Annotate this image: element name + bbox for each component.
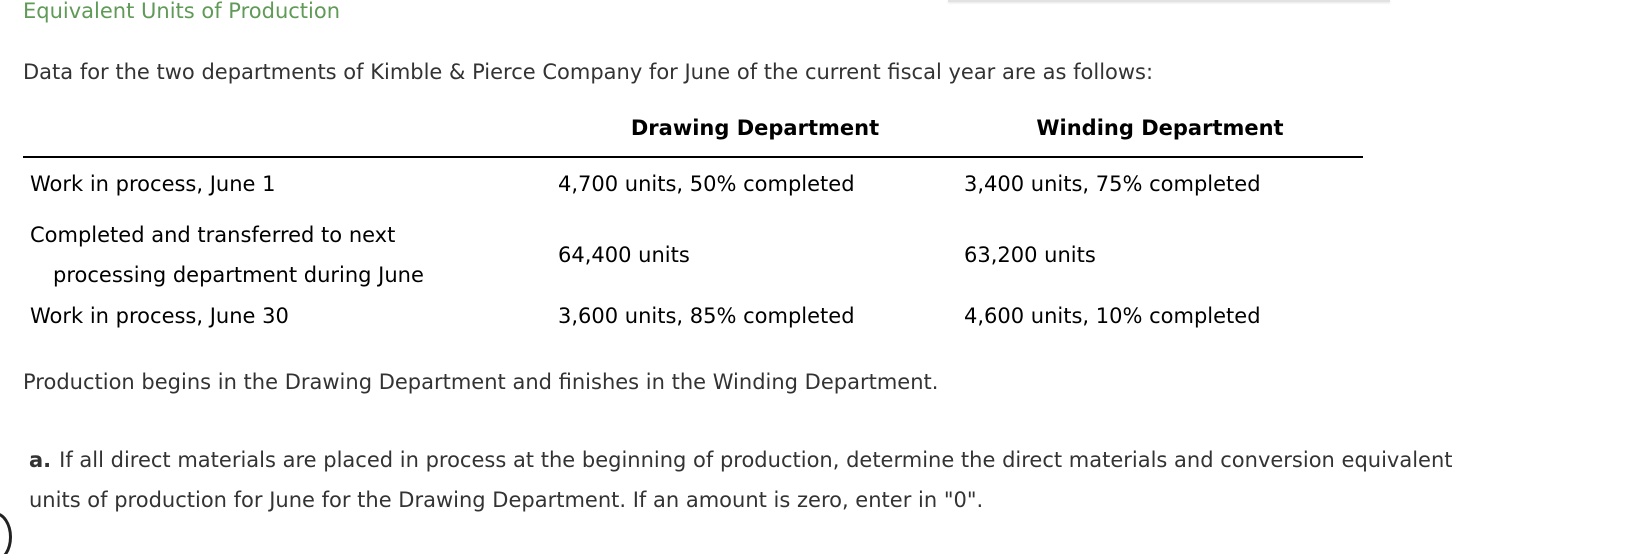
department-data-table bbox=[23, 106, 1363, 348]
header-winding-department: Winding Department bbox=[1036, 116, 1284, 140]
table-row bbox=[23, 210, 1363, 304]
question-a bbox=[29, 440, 1509, 520]
partial-circle-icon bbox=[0, 512, 12, 554]
drawing-value: 3,600 units, 85% completed bbox=[558, 304, 855, 328]
table-header bbox=[23, 106, 1363, 158]
table-row bbox=[23, 158, 1363, 210]
intro-text: Data for the two departments of Kimble & Pierce Company for June of the current fiscal year are as follows: bbox=[23, 60, 1154, 84]
row-label: Work in process, June 1 bbox=[30, 172, 276, 196]
row-label-continued: processing department during June bbox=[53, 263, 424, 287]
table-row bbox=[23, 304, 1363, 348]
row-label: Work in process, June 30 bbox=[30, 304, 289, 328]
drawing-value: 64,400 units bbox=[558, 243, 690, 267]
winding-value: 3,400 units, 75% completed bbox=[964, 172, 1261, 196]
top-divider bbox=[948, 0, 1390, 2]
drawing-value: 4,700 units, 50% completed bbox=[558, 172, 855, 196]
row-label: Completed and transferred to next bbox=[30, 223, 396, 247]
winding-value: 63,200 units bbox=[964, 243, 1096, 267]
winding-value: 4,600 units, 10% completed bbox=[964, 304, 1261, 328]
question-text: If all direct materials are placed in process at the beginning of production, determine the direct materials and conversion equivalent units of production for June for the Drawing Department. If an amount is zero, enter in "0". bbox=[29, 448, 1453, 512]
page-title: Equivalent Units of Production bbox=[23, 0, 341, 23]
production-note: Production begins in the Drawing Department and finishes in the Winding Department. bbox=[23, 370, 939, 394]
header-drawing-department: Drawing Department bbox=[630, 116, 880, 140]
question-letter: a. bbox=[29, 448, 52, 472]
